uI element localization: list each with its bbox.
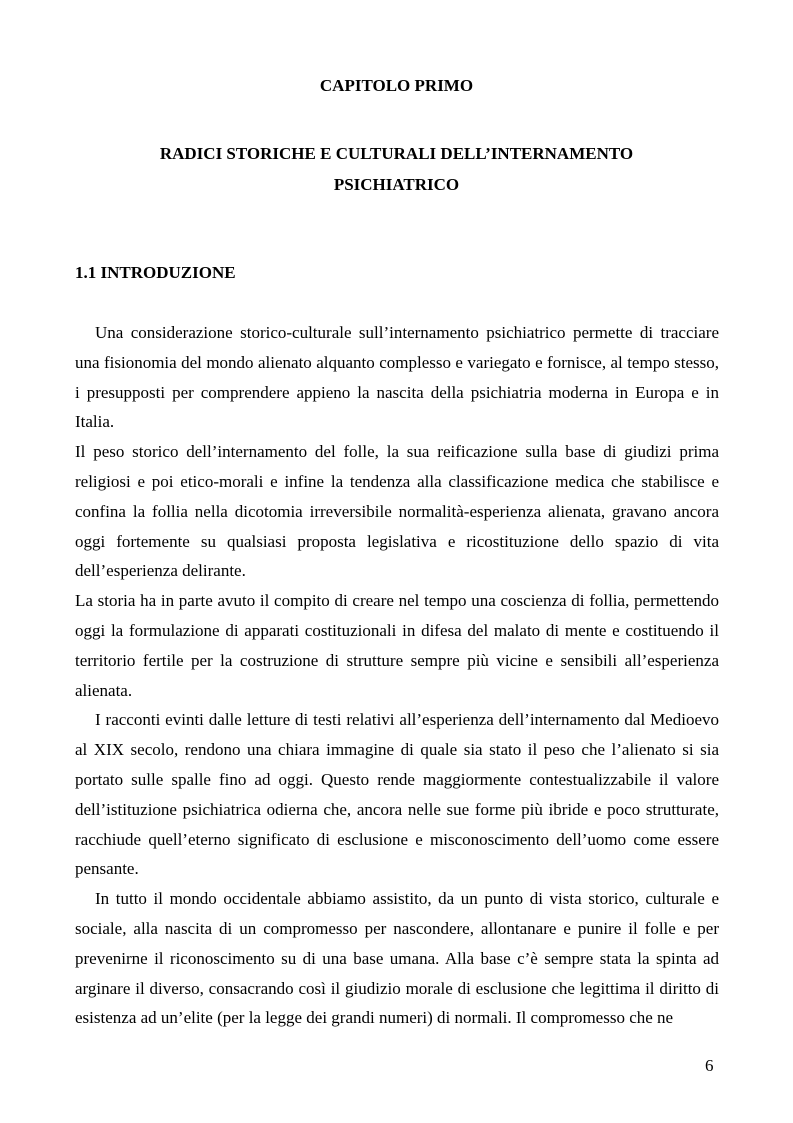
chapter-title [60,138,733,200]
page-number: 6 [705,1056,714,1075]
chapter-label: CAPITOLO PRIMO [319,76,474,95]
paragraph: In tutto il mondo occidentale abbiamo assistito, da un punto di vista storico, culturale e sociale, alla nascita di un compromesso per nascondere, allontanare e punire il folle e per prevenirne il riconoscimento su di una base umana. Alla base c’è sempre stata la spinta ad arginare il diverso, consacrando così il giudizio morale di esclusione che legittima il diritto di esistenza ad un’elite (per la legge dei grandi numeri) di normali. Il compromesso che ne [75,889,719,1028]
paragraph: Una considerazione storico-culturale sull’internamento psichiatrico permette di tracciare una fisionomia del mondo alienato alquanto complesso e variegato e fornisce, al tempo stesso, i presupposti per comprendere appieno la nascita della psichiatria moderna in Europa e in Italia. [75,323,719,432]
section-heading: 1.1 INTRODUZIONE [75,263,236,282]
chapter-title-line-2: PSICHIATRICO [333,175,460,194]
paragraph: I racconti evinti dalle letture di testi relativi all’esperienza dell’internamento dal Medioevo al XIX secolo, rendono una chiara immagine di quale sia stato il peso che l’alienato si sia portato sulle spalle fino ad oggi. Questo rende maggiormente contestualizzabile il valore dell’istituzione psichiatrica odierna che, ancora nelle sue forme più ibride e poco strutturate, racchiude quell’eterno significato di esclusione e misconoscimento dell’uomo come essere pensante. [75,710,719,879]
body-text [75,318,719,1033]
chapter-title-line-1: RADICI STORICHE E CULTURALI DELL’INTERNAMENTO [159,144,634,163]
paragraph: La storia ha in parte avuto il compito di creare nel tempo una coscienza di follia, permettendo oggi la formulazione di apparati costituzionali in difesa del malato di mente e costituendo il territorio fertile per la costruzione di strutture sempre più vicine e sensibili all’esperienza alienata. [75,591,719,700]
paragraph: Il peso storico dell’internamento del folle, la sua reificazione sulla base di giudizi prima religiosi e poi etico-morali e infine la tendenza alla classificazione medica che stabilisce e confina la follia nella dicotomia irreversibile normalità-esperienza alienata, gravano ancora oggi fortemente su qualsiasi proposta legislativa e ricostituzione dello spazio di vita dell’esperienza delirante. [75,442,719,581]
